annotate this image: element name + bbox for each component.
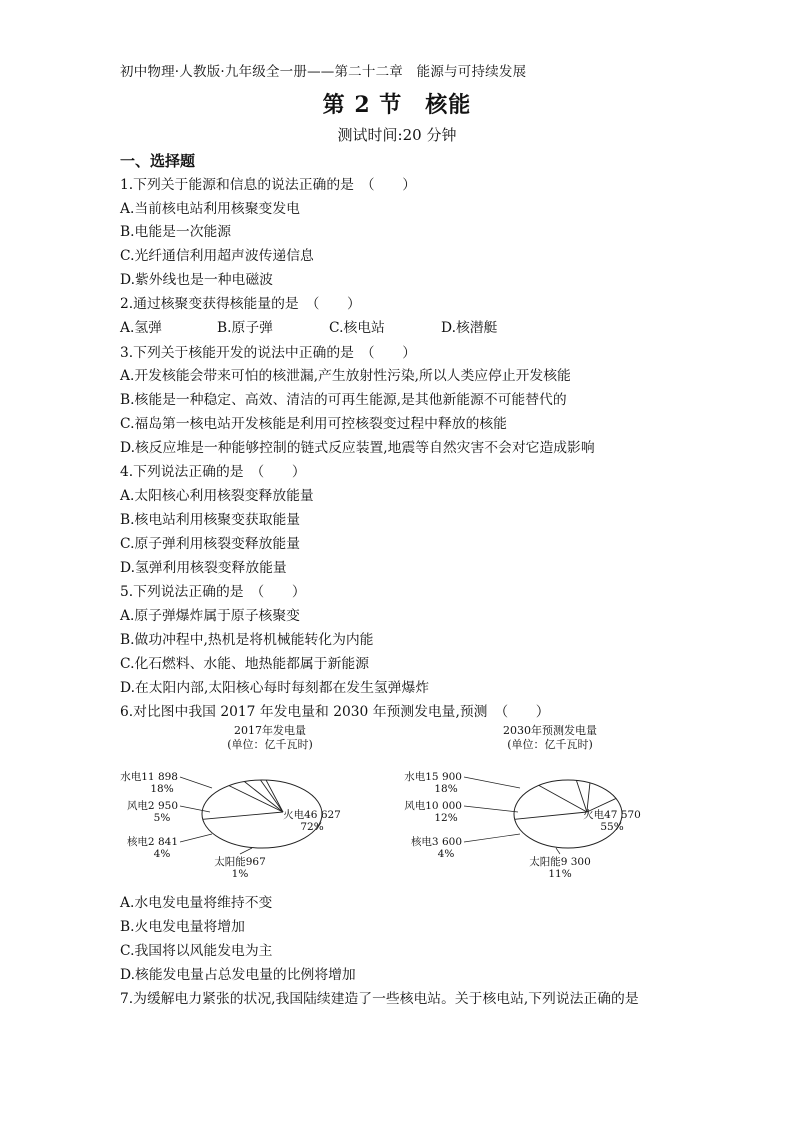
question-4-stem: 4.下列说法正确的是 （ ） <box>120 464 306 480</box>
question-2-option-a: A.氢弹 <box>120 320 162 336</box>
pie-leader-line <box>464 834 520 842</box>
chart-title: 2017年发电量 <box>234 724 306 737</box>
pie-slice-percent: 12% <box>434 812 458 824</box>
question-1-option-d: D.紫外线也是一种电磁波 <box>120 272 273 288</box>
pie-slice-label: 火电46 627 <box>283 809 341 821</box>
pie-slice-percent: 4% <box>153 848 171 860</box>
question-4-option-a: A.太阳核心利用核裂变释放能量 <box>120 488 314 504</box>
pie-leader-line <box>240 848 252 854</box>
pie-labels <box>404 770 641 880</box>
pie-slice-label: 核电3 600 <box>410 836 462 848</box>
pie-leader-line <box>464 806 518 812</box>
pie-slice-percent: 1% <box>231 868 249 880</box>
question-2-option-c: C.核电站 <box>329 320 385 336</box>
pie-leader-line <box>180 777 212 788</box>
question-1-stem: 1.下列关于能源和信息的说法正确的是 （ ） <box>120 177 416 193</box>
pie-slice-label: 太阳能967 <box>214 856 266 868</box>
question-1-option-b: B.电能是一次能源 <box>120 224 232 240</box>
pie-slice-1-boundary <box>229 786 283 812</box>
question-6-option-b: B.火电发电量将增加 <box>120 919 245 935</box>
pie-slice-percent: 5% <box>153 812 171 824</box>
pie-chart-2030 <box>404 722 660 884</box>
page-title: 第 2 节 核能 <box>322 92 472 118</box>
pie-slice-percent: 4% <box>437 848 455 860</box>
question-3-option-a: A.开发核能会带来可怕的核泄漏,产生放射性污染,所以人类应停止开发核能 <box>120 368 571 384</box>
pie-slice-percent: 55% <box>600 821 624 833</box>
question-2-stem: 2.通过核聚变获得核能量的是 （ ） <box>120 296 361 312</box>
question-4-option-c: C.原子弹利用核裂变释放能量 <box>120 536 301 552</box>
question-6-option-c: C.我国将以风能发电为主 <box>120 943 273 959</box>
pie-chart-2017 <box>120 722 380 884</box>
question-3-option-d: D.核反应堆是一种能够控制的链式反应装置,地震等自然灾害不会对它造成影响 <box>120 440 595 456</box>
question-4-option-d: D.氢弹利用核裂变释放能量 <box>120 560 287 576</box>
question-1-option-a: A.当前核电站利用核聚变发电 <box>120 201 300 217</box>
question-4-option-b: B.核电站利用核聚变获取能量 <box>120 512 301 528</box>
pie-slice-label: 水电11 898 <box>120 771 178 783</box>
question-6-stem: 6.对比图中我国 2017 年发电量和 2030 年预测发电量,预测 （ ） <box>120 704 550 720</box>
test-duration: 测试时间:20 分钟 <box>337 126 457 144</box>
question-5-stem: 5.下列说法正确的是 （ ） <box>120 584 306 600</box>
pie-slice-percent: 72% <box>300 821 324 833</box>
question-3-stem: 3.下列关于核能开发的说法中正确的是 （ ） <box>120 345 416 361</box>
question-3-option-c: C.福岛第一核电站开发核能是利用可控核裂变过程中释放的核能 <box>120 416 507 432</box>
question-7-stem: 7.为缓解电力紧张的状况,我国陆续建造了一些核电站。关于核电站,下列说法正确的是 <box>120 991 639 1007</box>
pie-slice-label: 核电2 841 <box>126 836 178 848</box>
question-2-option-b: B.原子弹 <box>217 320 273 336</box>
pie-slice-label: 风电10 000 <box>404 800 462 812</box>
question-5-option-c: C.化石燃料、水能、地热能都属于新能源 <box>120 656 369 672</box>
document-header: 初中物理·人教版·九年级全一册——第二十二章 能源与可持续发展 <box>120 64 527 80</box>
question-6-option-d: D.核能发电量占总发电量的比例将增加 <box>120 967 356 983</box>
chart-title: 2030年预测发电量 <box>503 724 597 737</box>
pie-slice-3-boundary <box>587 783 590 812</box>
pie-slice-label: 太阳能9 300 <box>529 856 591 868</box>
question-2-options <box>120 316 497 336</box>
pie-leader-line <box>464 777 520 788</box>
pie-slice-2-boundary <box>244 782 283 812</box>
question-5-option-a: A.原子弹爆炸属于原子核聚变 <box>120 608 300 624</box>
pie-slice-percent: 11% <box>548 868 572 880</box>
pie-slice-0-boundary <box>203 812 283 819</box>
chart-unit: (单位：亿千瓦时) <box>507 738 593 751</box>
question-1-option-c: C.光纤通信利用超声波传递信息 <box>120 248 314 264</box>
section-heading: 一、选择题 <box>120 152 196 170</box>
question-3-option-b: B.核能是一种稳定、高效、清洁的可再生能源,是其他新能源不可能替代的 <box>120 392 567 408</box>
pie-leader-line <box>556 848 560 854</box>
pie-slice-label: 风电2 950 <box>126 800 178 812</box>
question-2-option-d: D.核潜艇 <box>441 320 498 336</box>
pie-slice-4-boundary <box>266 780 283 812</box>
pie-slice-label: 火电47 570 <box>583 809 641 821</box>
question-5-option-d: D.在太阳内部,太阳核心每时每刻都在发生氢弹爆炸 <box>120 680 430 696</box>
question-5-option-b: B.做功冲程中,热机是将机械能转化为内能 <box>120 632 374 648</box>
chart-unit: (单位：亿千瓦时) <box>227 738 313 751</box>
pie-leader-line <box>180 806 210 812</box>
pie-slice-percent: 18% <box>434 783 458 795</box>
pie-slice-label: 水电15 900 <box>404 771 462 783</box>
pie-slice-3-boundary <box>260 780 283 812</box>
pie-slice-0-boundary <box>515 812 587 819</box>
pie-slice-percent: 18% <box>150 783 174 795</box>
question-6-option-a: A.水电发电量将维持不变 <box>120 895 273 911</box>
pie-leader-line <box>180 834 212 842</box>
